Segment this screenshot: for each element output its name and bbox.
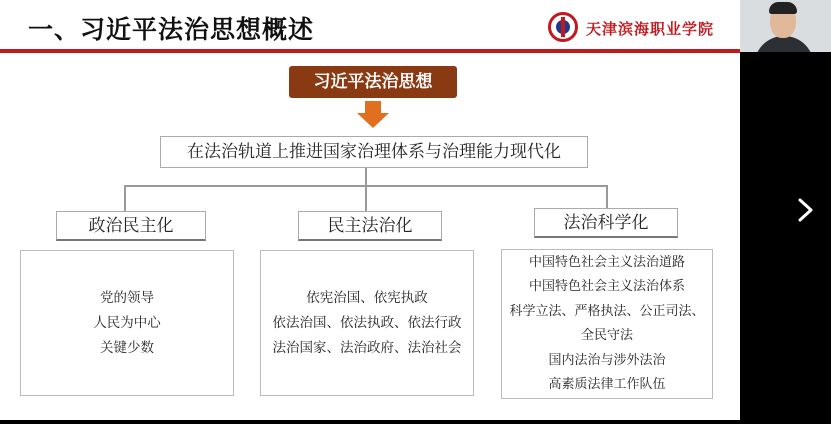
category-label: 民主法治化	[298, 211, 442, 241]
category-detail-box	[260, 250, 474, 396]
top-concept-box: 习近平法治思想	[289, 66, 457, 98]
list-item: 依法治国、依法执政、依法行政	[272, 314, 462, 331]
list-item: 高素质法律工作队伍	[548, 377, 666, 392]
connector-line	[124, 185, 126, 212]
connector-line	[365, 168, 367, 186]
list-item: 法治国家、法治政府、法治社会	[272, 339, 462, 356]
category-detail-box	[20, 250, 234, 396]
list-item: 依宪治国、依宪执政	[306, 289, 428, 306]
down-arrow-icon	[356, 101, 390, 129]
chevron-right-icon[interactable]	[794, 195, 818, 225]
list-item: 关键少数	[100, 339, 154, 356]
list-item: 中国特色社会主义法治体系	[528, 279, 685, 294]
list-item: 国内法治与涉外法治	[548, 352, 666, 368]
list-item: 中国特色社会主义法治道路	[528, 254, 685, 270]
school-logo-icon	[548, 12, 578, 42]
category-label: 法治科学化	[534, 208, 678, 238]
category-label: 政治民主化	[56, 211, 206, 241]
category-detail-box	[501, 249, 713, 399]
list-item: 党的领导	[100, 289, 154, 306]
webcam-preview	[740, 0, 831, 52]
slide-title: 一、习近平法治思想概述	[28, 15, 315, 44]
title-divider	[0, 49, 740, 53]
subtitle-box: 在法治轨道上推进国家治理体系与治理能力现代化	[160, 136, 588, 168]
list-item: 全民守法	[580, 328, 633, 343]
connector-line	[365, 185, 367, 212]
list-item: 人民为中心	[93, 314, 161, 331]
school-name: 天津滨海职业学院	[586, 20, 715, 38]
list-item: 科学立法、严格执法、公正司法、	[509, 303, 705, 319]
